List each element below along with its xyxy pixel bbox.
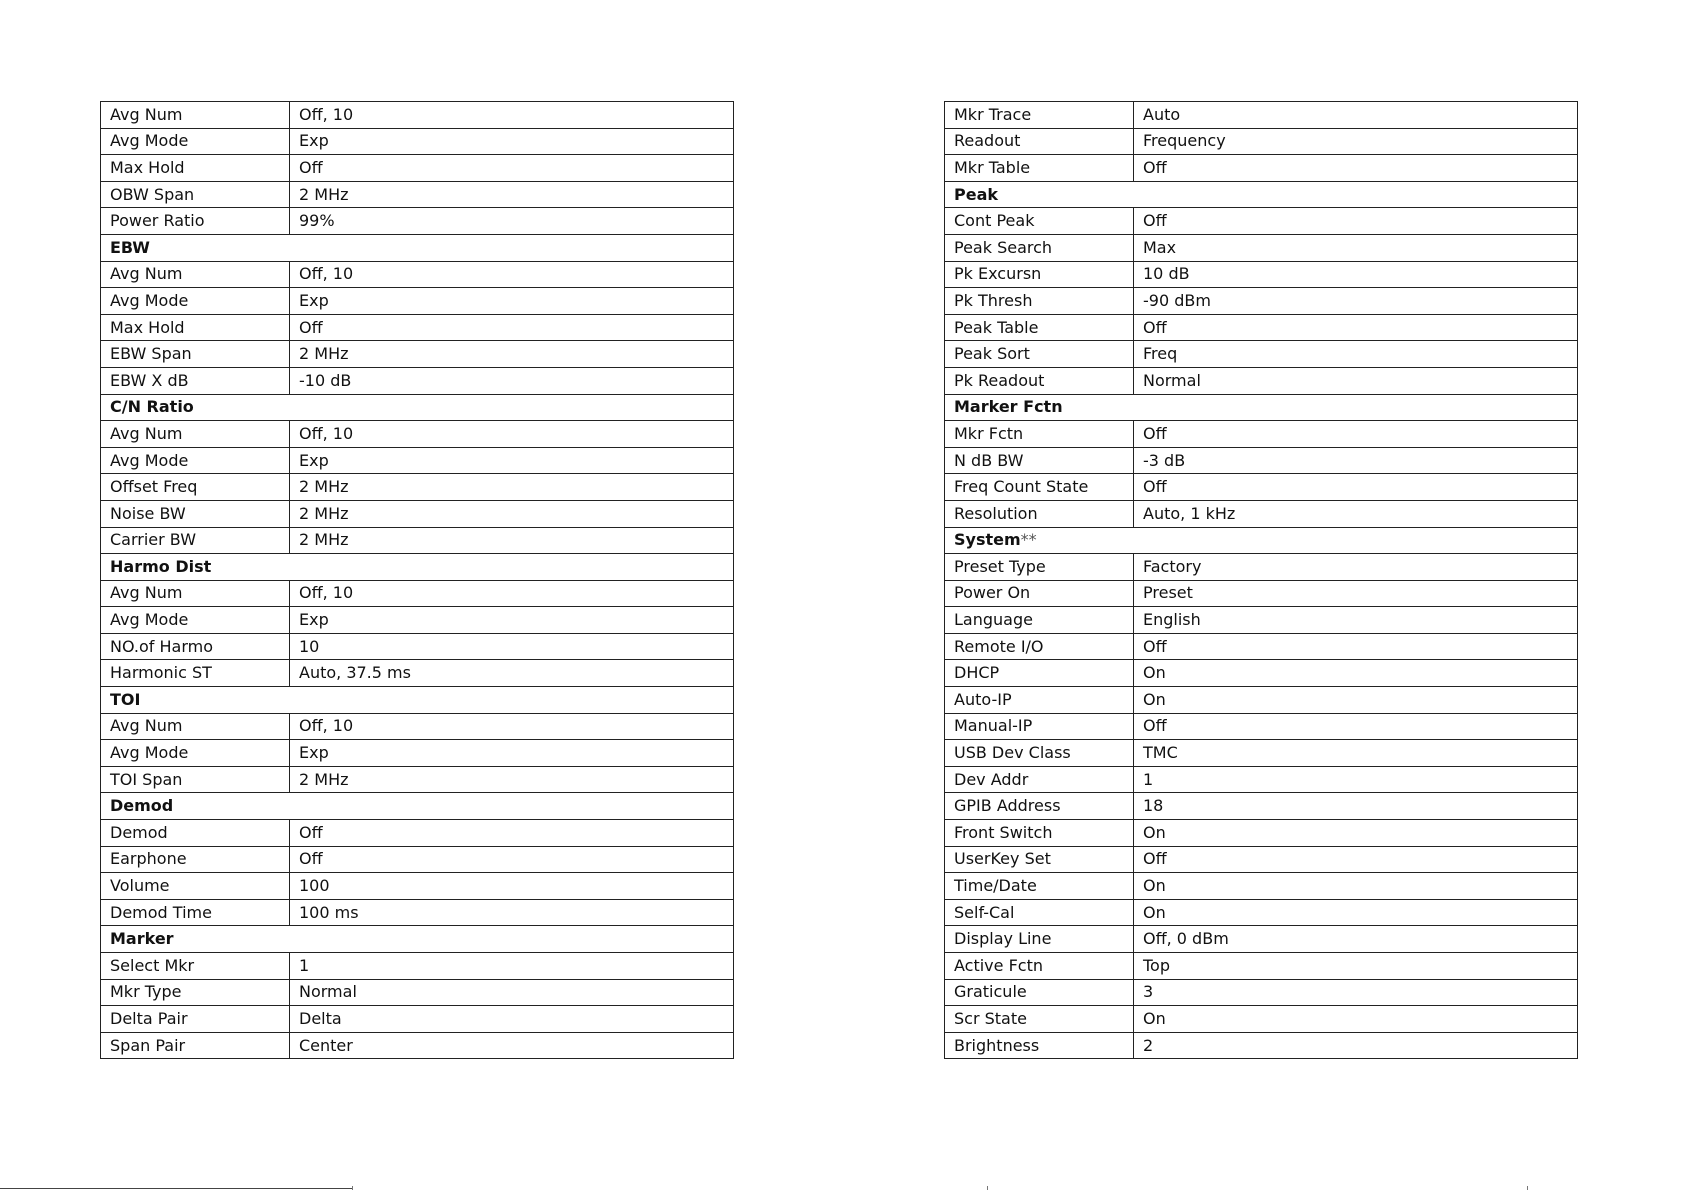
parameter-row [945,766,1578,793]
parameter-value: Factory [1134,554,1578,581]
parameter-row [945,873,1578,900]
section-title: Demod [110,796,174,816]
parameter-row [945,474,1578,501]
parameter-value: On [1134,660,1578,687]
parameter-row [101,899,734,926]
parameter-value: Off, 10 [290,261,734,288]
parameter-row [945,979,1578,1006]
parameter-name: UserKey Set [945,846,1134,873]
parameter-value: On [1134,820,1578,847]
parameter-name: Demod Time [101,899,290,926]
parameter-value: Exp [290,447,734,474]
parameter-row [945,447,1578,474]
parameter-value: Max [1134,234,1578,261]
parameter-name: OBW Span [101,181,290,208]
section-header-cell [101,234,734,261]
parameter-value: Frequency [1134,128,1578,155]
parameter-name: Cont Peak [945,208,1134,235]
section-header-row [101,554,734,581]
parameter-value: Auto, 37.5 ms [290,660,734,687]
left-parameter-table [100,101,734,1059]
parameter-name: Avg Num [101,713,290,740]
parameter-name: Avg Num [101,421,290,448]
parameter-name: Auto-IP [945,687,1134,714]
parameter-value: Freq [1134,341,1578,368]
parameter-value: 3 [1134,979,1578,1006]
parameter-name: Scr State [945,1006,1134,1033]
parameter-row [945,660,1578,687]
parameter-name: Avg Mode [101,128,290,155]
parameter-row [101,660,734,687]
parameter-row [101,633,734,660]
parameter-value: 10 dB [1134,261,1578,288]
parameter-value: Exp [290,288,734,315]
parameter-value: Exp [290,740,734,767]
parameter-row [945,926,1578,953]
parameter-value: Off, 0 dBm [1134,926,1578,953]
parameter-name: Pk Readout [945,367,1134,394]
parameter-row [945,102,1578,129]
parameter-row [945,713,1578,740]
parameter-value: 1 [1134,766,1578,793]
section-title: TOI [110,689,141,709]
parameter-name: TOI Span [101,766,290,793]
parameter-name: Readout [945,128,1134,155]
section-header-row [945,181,1578,208]
parameter-name: Power On [945,580,1134,607]
parameter-row [945,261,1578,288]
parameter-name: Offset Freq [101,474,290,501]
parameter-row [101,155,734,182]
parameter-row [101,208,734,235]
parameter-row [945,234,1578,261]
parameter-name: Peak Search [945,234,1134,261]
parameter-value: Off [1134,314,1578,341]
section-header-cell [101,926,734,953]
parameter-name: Brightness [945,1032,1134,1059]
parameter-name: Time/Date [945,873,1134,900]
footer-rule [0,1188,352,1189]
parameter-name: Peak Table [945,314,1134,341]
parameter-name: Avg Num [101,102,290,129]
parameter-value: English [1134,607,1578,634]
parameter-row [945,367,1578,394]
section-header-cell [101,687,734,714]
parameter-row [101,607,734,634]
parameter-value: 2 MHz [290,341,734,368]
parameter-value: Off, 10 [290,421,734,448]
parameter-name: Earphone [101,846,290,873]
parameter-row [101,474,734,501]
parameter-value: 10 [290,633,734,660]
parameter-row [945,208,1578,235]
right-table-body [945,102,1578,1059]
parameter-row [945,1032,1578,1059]
parameter-value: On [1134,1006,1578,1033]
parameter-value: Top [1134,953,1578,980]
parameter-row [945,846,1578,873]
parameter-row [101,314,734,341]
parameter-row [945,899,1578,926]
parameter-name: Front Switch [945,820,1134,847]
parameter-name: Noise BW [101,500,290,527]
parameter-value: Off [1134,474,1578,501]
footer-tick-mark [352,1186,353,1190]
parameter-row [945,288,1578,315]
parameter-value: Off, 10 [290,713,734,740]
section-title: System [954,530,1021,550]
parameter-name: DHCP [945,660,1134,687]
parameter-value: 18 [1134,793,1578,820]
parameter-row [101,527,734,554]
parameter-value: Off, 10 [290,580,734,607]
parameter-value: Center [290,1032,734,1059]
section-header-cell [945,181,1578,208]
parameter-value: 100 [290,873,734,900]
section-header-row [101,234,734,261]
parameter-row [101,1032,734,1059]
parameter-name: USB Dev Class [945,740,1134,767]
parameter-name: Avg Num [101,580,290,607]
parameter-name: Mkr Trace [945,102,1134,129]
parameter-row [101,367,734,394]
parameter-name: Manual-IP [945,713,1134,740]
parameter-name: Span Pair [101,1032,290,1059]
parameter-name: Remote I/O [945,633,1134,660]
section-header-row [101,687,734,714]
parameter-value: Off [1134,208,1578,235]
parameter-name: Max Hold [101,314,290,341]
parameter-value: Off [1134,846,1578,873]
parameter-value: 100 ms [290,899,734,926]
parameter-row [945,953,1578,980]
parameter-row [101,766,734,793]
parameter-name: Graticule [945,979,1134,1006]
section-header-cell [945,394,1578,421]
parameter-row [101,979,734,1006]
parameter-name: Volume [101,873,290,900]
parameter-name: Language [945,607,1134,634]
parameter-value: Normal [1134,367,1578,394]
parameter-name: Avg Mode [101,740,290,767]
parameter-value: Exp [290,607,734,634]
parameter-value: Off, 10 [290,102,734,129]
parameter-value: Exp [290,128,734,155]
parameter-value: -10 dB [290,367,734,394]
parameter-value: Auto [1134,102,1578,129]
parameter-row [101,341,734,368]
parameter-name: EBW Span [101,341,290,368]
footer-tick-mark [987,1186,988,1190]
parameter-value: Off [1134,633,1578,660]
parameter-value: -90 dBm [1134,288,1578,315]
parameter-name: Carrier BW [101,527,290,554]
parameter-value: 2 MHz [290,500,734,527]
section-title: Marker [110,929,174,949]
parameter-row [101,288,734,315]
parameter-row [101,1006,734,1033]
parameter-row [101,421,734,448]
parameter-value: On [1134,873,1578,900]
parameter-row [101,102,734,129]
section-footnote-mark: ** [1020,530,1037,550]
section-title: Marker Fctn [954,397,1063,417]
parameter-value: Off [290,314,734,341]
parameter-name: Mkr Fctn [945,421,1134,448]
parameter-row [101,820,734,847]
parameter-value: TMC [1134,740,1578,767]
parameter-name: Display Line [945,926,1134,953]
parameter-row [945,580,1578,607]
parameter-row [945,500,1578,527]
parameter-value: Off [1134,421,1578,448]
parameter-value: Off [1134,155,1578,182]
parameter-name: Select Mkr [101,953,290,980]
parameter-row [101,846,734,873]
parameter-name: Resolution [945,500,1134,527]
parameter-name: Demod [101,820,290,847]
section-header-row [101,394,734,421]
parameter-name: Peak Sort [945,341,1134,368]
parameter-row [101,713,734,740]
parameter-name: Mkr Type [101,979,290,1006]
parameter-value: 2 MHz [290,766,734,793]
left-table-body [101,102,734,1059]
parameter-name: Pk Thresh [945,288,1134,315]
section-title: Harmo Dist [110,556,212,576]
parameter-value: 99% [290,208,734,235]
parameter-name: Avg Mode [101,288,290,315]
section-header-cell [101,554,734,581]
parameter-row [101,261,734,288]
parameter-value: On [1134,899,1578,926]
parameter-name: Avg Num [101,261,290,288]
parameter-value: Preset [1134,580,1578,607]
section-header-row [101,926,734,953]
section-header-row [945,394,1578,421]
parameter-value: Off [290,820,734,847]
parameter-name: Delta Pair [101,1006,290,1033]
parameter-name: EBW X dB [101,367,290,394]
parameter-row [101,181,734,208]
parameter-value: Normal [290,979,734,1006]
section-header-row [945,527,1578,554]
parameter-row [945,341,1578,368]
parameter-row [945,421,1578,448]
right-parameter-table [944,101,1578,1059]
parameter-name: Avg Mode [101,607,290,634]
parameter-row [945,314,1578,341]
parameter-value: -3 dB [1134,447,1578,474]
parameter-row [101,447,734,474]
parameter-row [101,740,734,767]
section-title: Peak [954,184,999,204]
parameter-value: 2 MHz [290,474,734,501]
section-header-cell [101,793,734,820]
parameter-value: Off [1134,713,1578,740]
parameter-row [945,633,1578,660]
section-header-cell [101,394,734,421]
parameter-row [945,554,1578,581]
section-header-row [101,793,734,820]
parameter-row [101,500,734,527]
parameter-name: Self-Cal [945,899,1134,926]
parameter-name: Active Fctn [945,953,1134,980]
parameter-row [945,820,1578,847]
parameter-name: Harmonic ST [101,660,290,687]
parameter-row [101,580,734,607]
parameter-name: Avg Mode [101,447,290,474]
parameter-value: 2 MHz [290,181,734,208]
parameter-value: 2 [1134,1032,1578,1059]
parameter-row [945,687,1578,714]
parameter-name: Max Hold [101,155,290,182]
footer-tick-mark [1527,1186,1528,1190]
parameter-name: N dB BW [945,447,1134,474]
parameter-row [101,128,734,155]
parameter-value: Off [290,846,734,873]
section-header-cell [945,527,1578,554]
parameter-name: GPIB Address [945,793,1134,820]
parameter-value: On [1134,687,1578,714]
parameter-row [945,793,1578,820]
parameter-row [101,873,734,900]
parameter-value: Delta [290,1006,734,1033]
parameter-name: Freq Count State [945,474,1134,501]
parameter-value: 2 MHz [290,527,734,554]
parameter-name: Power Ratio [101,208,290,235]
parameter-name: Preset Type [945,554,1134,581]
parameter-row [945,1006,1578,1033]
parameter-name: Pk Excursn [945,261,1134,288]
parameter-name: Dev Addr [945,766,1134,793]
parameter-row [101,953,734,980]
parameter-name: NO.of Harmo [101,633,290,660]
parameter-row [945,128,1578,155]
parameter-value: 1 [290,953,734,980]
parameter-value: Auto, 1 kHz [1134,500,1578,527]
parameter-row [945,155,1578,182]
parameter-row [945,607,1578,634]
parameter-name: Mkr Table [945,155,1134,182]
section-title: EBW [110,237,150,257]
parameter-value: Off [290,155,734,182]
parameter-row [945,740,1578,767]
section-title: C/N Ratio [110,397,194,417]
